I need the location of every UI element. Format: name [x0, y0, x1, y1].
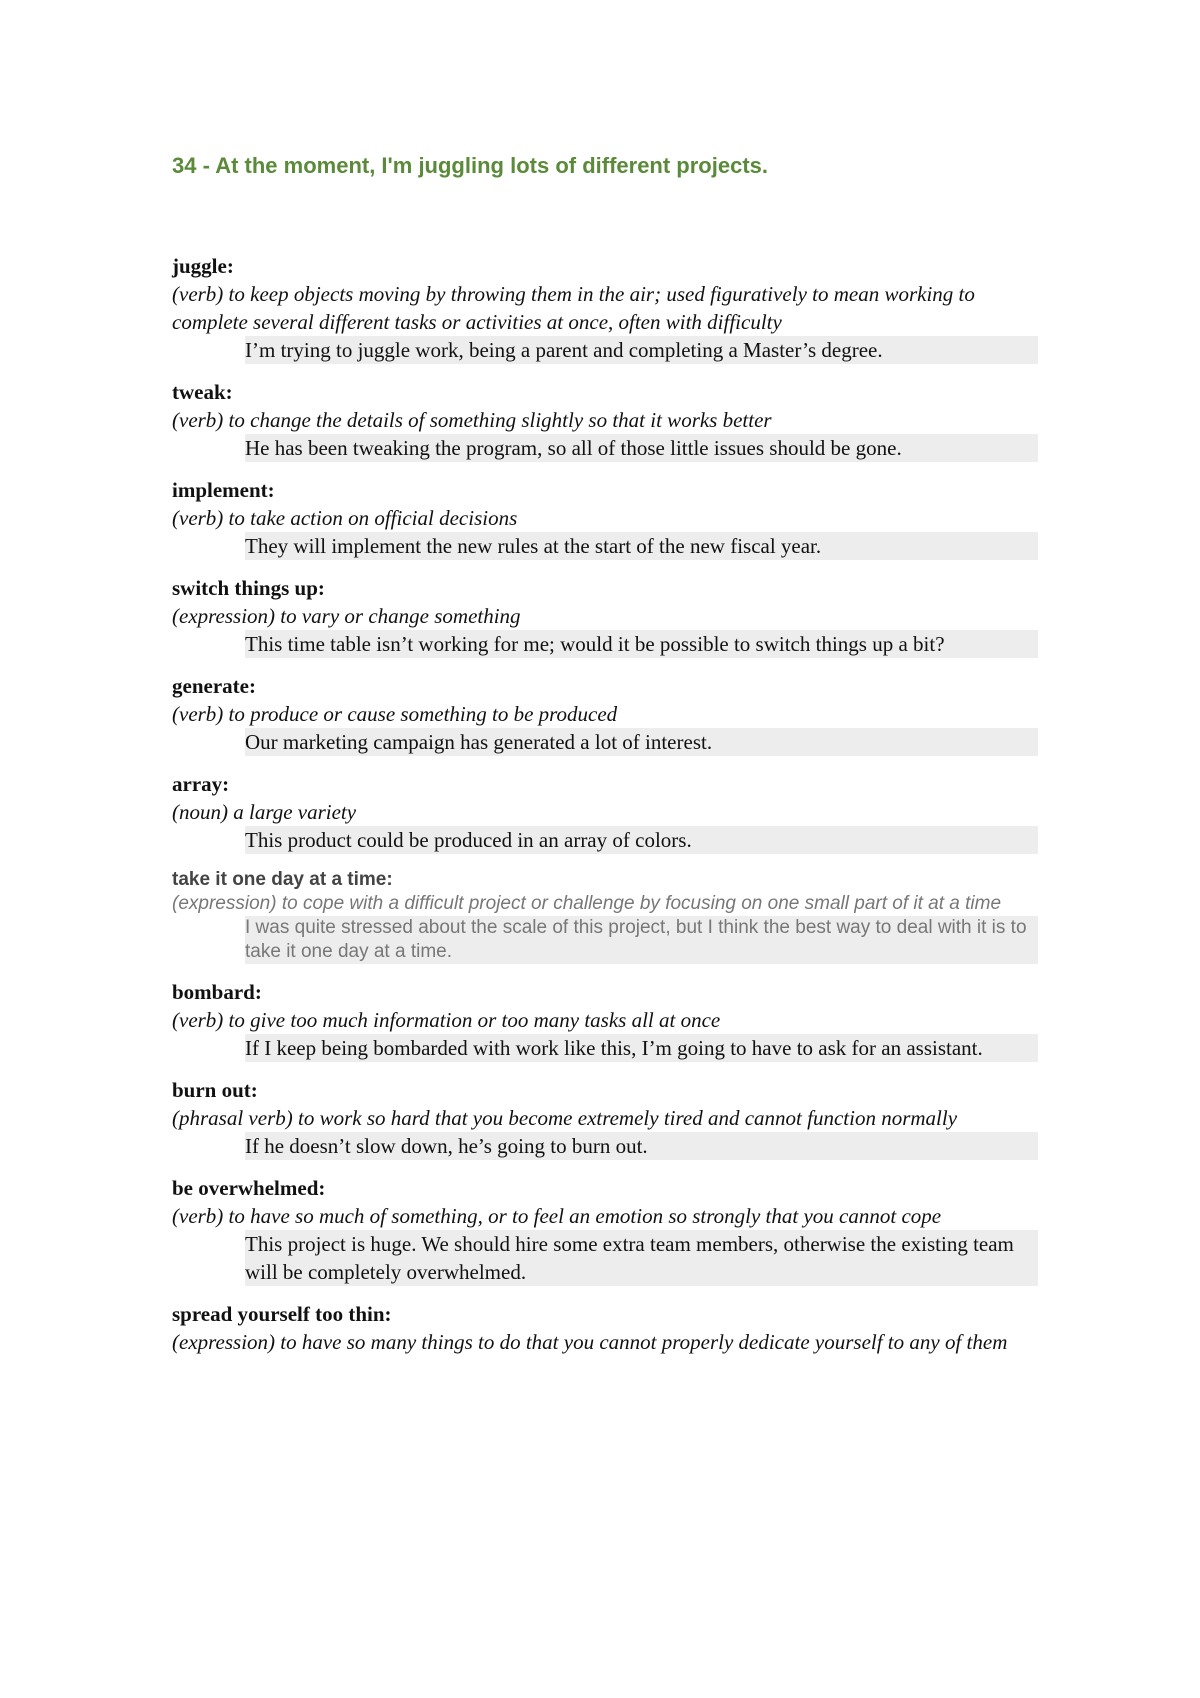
vocab-definition: (phrasal verb) to work so hard that you become extremely tired and cannot function normally — [172, 1106, 958, 1130]
vocab-definition: (verb) to give too much information or too many tasks all at once — [172, 1008, 721, 1032]
vocab-entry-tweak — [172, 378, 1038, 462]
vocab-example: This project is huge. We should hire some extra team members, otherwise the existing team will be completely overwhelmed. — [245, 1230, 1038, 1286]
vocab-example: If I keep being bombarded with work like this, I’m going to have to ask for an assistant. — [245, 1034, 1038, 1062]
vocab-term: switch things up: — [172, 576, 325, 600]
vocab-term: array: — [172, 772, 230, 796]
vocab-term: juggle: — [172, 254, 234, 278]
vocab-term: spread yourself too thin: — [172, 1302, 392, 1326]
vocab-example: I’m trying to juggle work, being a parent and completing a Master’s degree. — [245, 336, 1038, 364]
document-page — [172, 150, 1038, 1370]
vocab-example: Our marketing campaign has generated a lot of interest. — [245, 728, 1038, 756]
vocab-definition: (noun) a large variety — [172, 800, 357, 824]
vocab-entry-generate — [172, 672, 1038, 756]
vocab-example: I was quite stressed about the scale of this project, but I think the best way to deal with it is to take it one day at a time. — [245, 916, 1038, 964]
vocab-entry-switch-things-up — [172, 574, 1038, 658]
vocab-entry-spread-yourself-too-thin — [172, 1300, 1038, 1356]
vocab-term: be overwhelmed: — [172, 1176, 326, 1200]
vocab-example: If he doesn’t slow down, he’s going to burn out. — [245, 1132, 1038, 1160]
vocab-definition: (verb) to change the details of something slightly so that it works better — [172, 408, 772, 432]
lesson-title: 34 - At the moment, I'm juggling lots of different projects. — [172, 153, 768, 178]
vocab-entry-be-overwhelmed — [172, 1174, 1038, 1286]
vocab-example: They will implement the new rules at the start of the new fiscal year. — [245, 532, 1038, 560]
vocab-definition: (expression) to have so many things to do that you cannot properly dedicate yourself to any of them — [172, 1330, 1008, 1354]
vocab-entry-take-it-one-day-at-a-time — [172, 868, 1038, 964]
vocab-definition: (verb) to take action on official decisions — [172, 506, 518, 530]
vocab-entry-bombard — [172, 978, 1038, 1062]
vocab-definition: (expression) to cope with a difficult project or challenge by focusing on one small part of it at a time — [172, 893, 1002, 914]
vocab-term: burn out: — [172, 1078, 258, 1102]
vocab-entry-array — [172, 770, 1038, 854]
vocab-definition: (verb) to have so much of something, or to feel an emotion so strongly that you cannot cope — [172, 1204, 942, 1228]
vocab-term: tweak: — [172, 380, 233, 404]
vocab-definition: (verb) to produce or cause something to be produced — [172, 702, 618, 726]
vocab-entry-juggle — [172, 252, 1038, 364]
vocab-definition: (expression) to vary or change something — [172, 604, 521, 628]
vocab-entry-implement — [172, 476, 1038, 560]
vocab-term: bombard: — [172, 980, 262, 1004]
vocab-entry-burn-out — [172, 1076, 1038, 1160]
vocab-example: This product could be produced in an array of colors. — [245, 826, 1038, 854]
vocab-definition: (verb) to keep objects moving by throwing them in the air; used figuratively to mean working to complete several different tasks or activities at once, often with difficulty — [172, 282, 975, 334]
vocab-term: implement: — [172, 478, 275, 502]
vocab-example: He has been tweaking the program, so all of those little issues should be gone. — [245, 434, 1038, 462]
vocab-example: This time table isn’t working for me; would it be possible to switch things up a bit? — [245, 630, 1038, 658]
vocab-term: take it one day at a time: — [172, 869, 393, 890]
vocab-term: generate: — [172, 674, 256, 698]
